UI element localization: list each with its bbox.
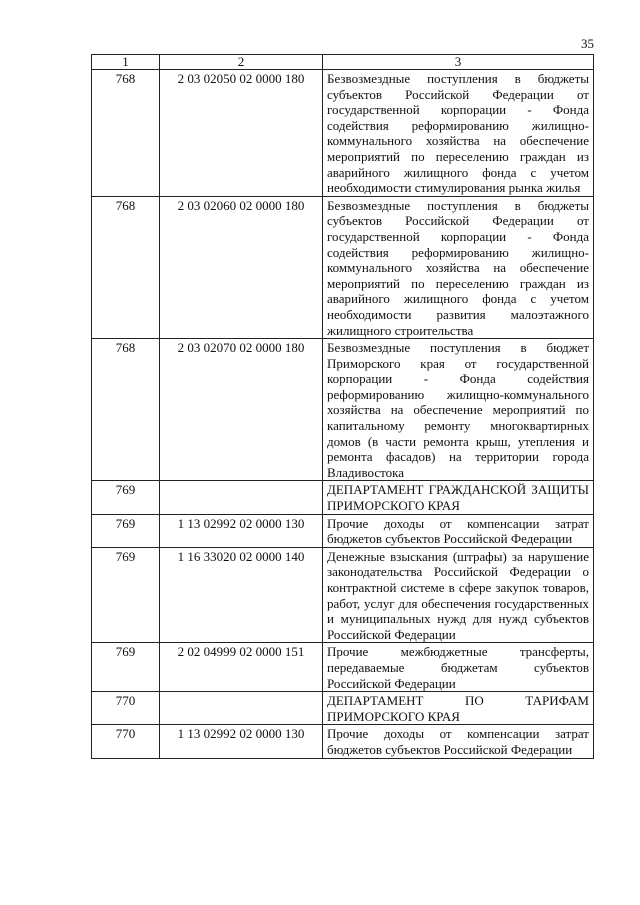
table-row	[92, 70, 594, 197]
revenue-description-cell: Прочие межбюджетные трансферты, передаваемые бюджетам субъектов Российской Федерации	[323, 643, 594, 692]
table-row	[92, 339, 594, 481]
revenue-description-cell: Безвозмездные поступления в бюджеты субъектов Российской Федерации от государственной корпорации - Фонда содействия реформированию жилищно-коммунального хозяйства на обеспечение мероприятий по переселению граждан из аварийного жилищного фонда с учетом необходимости развития малоэтажного жилищного строительства	[323, 196, 594, 338]
admin-code-cell: 769	[92, 514, 160, 547]
department-name-cell: ДЕПАРТАМЕНТ ПО ТАРИФАМ ПРИМОРСКОГО КРАЯ	[323, 692, 594, 725]
revenue-code-cell: 2 02 04999 02 0000 151	[160, 643, 323, 692]
table-row	[92, 725, 594, 758]
column-header-1: 1	[92, 55, 160, 70]
revenue-description-cell: Денежные взыскания (штрафы) за нарушение законодательства Российской Федерации о контрактной системе в сфере закупок товаров, работ, услуг для обеспечения государственных и муниципальных нужд для нужд субъектов Российской Федерации	[323, 547, 594, 643]
admin-code-cell: 768	[92, 339, 160, 481]
department-row	[92, 692, 594, 725]
revenue-code-cell	[160, 692, 323, 725]
table-row	[92, 547, 594, 643]
admin-code-cell: 769	[92, 643, 160, 692]
admin-code-cell: 769	[92, 547, 160, 643]
revenue-code-cell: 2 03 02070 02 0000 180	[160, 339, 323, 481]
table-header-row	[92, 55, 594, 70]
revenue-description-cell: Безвозмездные поступления в бюджеты субъектов Российской Федерации от государственной корпорации - Фонда содействия реформированию жилищно-коммунального хозяйства на обеспечение мероприятий по переселению граждан из аварийного жилищного фонда с учетом необходимости стимулирования рынка жилья	[323, 70, 594, 197]
table-row	[92, 196, 594, 338]
revenue-code-cell: 1 13 02992 02 0000 130	[160, 514, 323, 547]
page-number: 35	[581, 36, 594, 51]
table-row	[92, 643, 594, 692]
admin-code-cell: 768	[92, 196, 160, 338]
department-row	[92, 481, 594, 514]
revenue-code-cell: 1 13 02992 02 0000 130	[160, 725, 323, 758]
revenue-description-cell: Безвозмездные поступления в бюджет Приморского края от государственной корпорации - Фонда содействия реформированию жилищно-коммунального хозяйства на обеспечение мероприятий по капитальному ремонту многоквартирных домов (в части ремонта крыш, утепления и ремонта фасадов) на территории города Владивостока	[323, 339, 594, 481]
admin-code-cell: 769	[92, 481, 160, 514]
admin-code-cell: 768	[92, 70, 160, 197]
admin-code-cell: 770	[92, 725, 160, 758]
revenue-code-cell	[160, 481, 323, 514]
budget-revenue-table	[91, 54, 594, 759]
revenue-description-cell: Прочие доходы от компенсации затрат бюджетов субъектов Российской Федерации	[323, 725, 594, 758]
table-row	[92, 514, 594, 547]
department-name-cell: ДЕПАРТАМЕНТ ГРАЖДАНСКОЙ ЗАЩИТЫ ПРИМОРСКОГО КРАЯ	[323, 481, 594, 514]
admin-code-cell: 770	[92, 692, 160, 725]
revenue-description-cell: Прочие доходы от компенсации затрат бюджетов субъектов Российской Федерации	[323, 514, 594, 547]
column-header-3: 3	[323, 55, 594, 70]
column-header-2: 2	[160, 55, 323, 70]
revenue-code-cell: 2 03 02060 02 0000 180	[160, 196, 323, 338]
revenue-code-cell: 2 03 02050 02 0000 180	[160, 70, 323, 197]
revenue-code-cell: 1 16 33020 02 0000 140	[160, 547, 323, 643]
